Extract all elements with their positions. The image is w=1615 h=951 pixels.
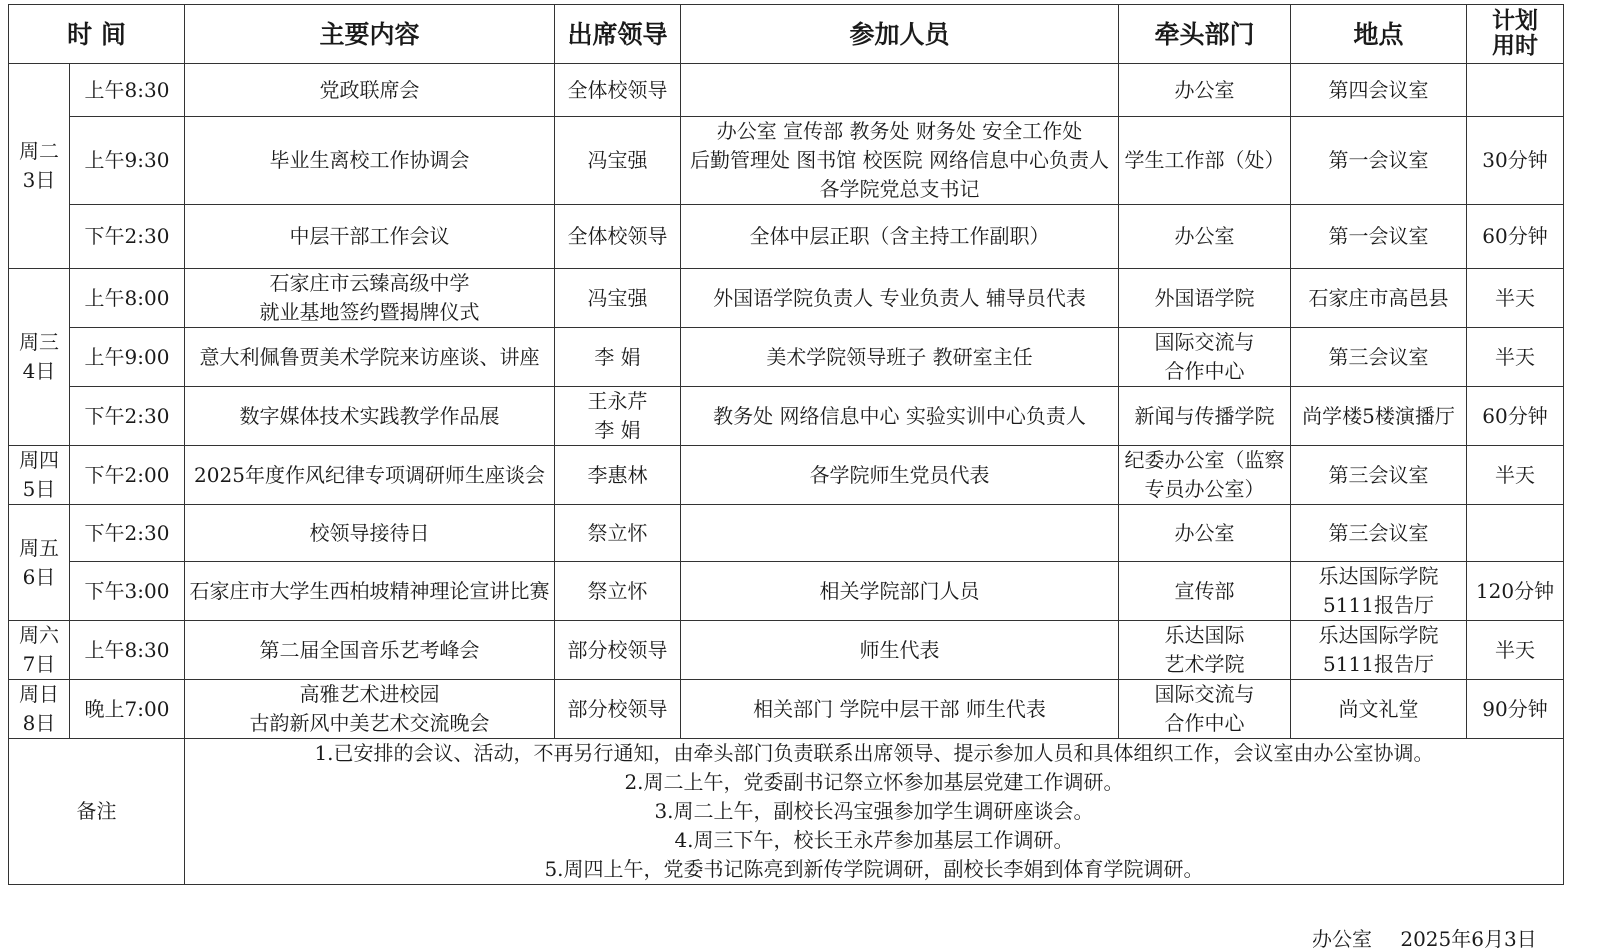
time-cell: 上午8:30	[70, 621, 185, 680]
day-label-line1: 周日	[19, 682, 59, 706]
header-row	[9, 5, 1564, 64]
duration-cell: 90分钟	[1467, 680, 1564, 739]
department-line: 外国语学院	[1154, 285, 1255, 310]
content-line: 就业基地签约暨揭牌仪式	[259, 300, 480, 324]
department-cell	[1119, 621, 1291, 680]
department-cell	[1119, 205, 1291, 269]
department-cell	[1119, 505, 1291, 562]
day-cell	[9, 269, 70, 446]
remark-item: 5.周四上午，党委书记陈亮到新传学院调研，副校长李娟到体育学院调研。	[544, 857, 1204, 881]
remarks-content	[185, 739, 1564, 885]
content-line: 高雅艺术进校园	[299, 682, 440, 706]
time-cell: 晚上7:00	[70, 680, 185, 739]
location-cell	[1291, 680, 1467, 739]
location-line: 5111报告厅	[1323, 652, 1434, 676]
leader-cell	[555, 680, 681, 739]
location-cell	[1291, 446, 1467, 505]
time-cell: 上午8:00	[70, 269, 185, 328]
day-label-line1: 周三	[19, 330, 59, 354]
location-cell	[1291, 621, 1467, 680]
leader-line: 全体校领导	[567, 77, 668, 102]
location-line: 尚文礼堂	[1338, 696, 1419, 721]
location-line: 第一会议室	[1328, 224, 1429, 248]
time-cell: 上午8:30	[70, 64, 185, 117]
participants-cell	[681, 387, 1119, 446]
participants-cell	[681, 562, 1119, 621]
location-line: 尚学楼5楼演播厅	[1302, 403, 1455, 428]
time-cell: 下午2:30	[70, 505, 185, 562]
leader-line: 部分校领导	[567, 637, 668, 662]
department-line: 乐达国际	[1164, 623, 1245, 647]
day-label-line1: 周二	[19, 139, 59, 163]
day-label-line2: 7日	[22, 652, 56, 676]
participants-line: 教务处 网络信息中心 实验实训中心负责人	[713, 403, 1086, 428]
duration-cell	[1467, 505, 1564, 562]
duration-cell: 半天	[1467, 621, 1564, 680]
location-cell	[1291, 387, 1467, 446]
day-cell	[9, 621, 70, 680]
leader-line: 王永芹	[587, 389, 648, 413]
table-row	[9, 680, 1564, 739]
header-location: 地点	[1291, 5, 1467, 64]
content-cell	[185, 562, 555, 621]
participants-line: 相关学院部门人员	[819, 578, 980, 603]
table-row	[9, 621, 1564, 680]
content-line: 2025年度作风纪律专项调研师生座谈会	[194, 462, 545, 487]
duration-cell: 半天	[1467, 446, 1564, 505]
department-cell	[1119, 387, 1291, 446]
participants-line: 相关部门 学院中层干部 师生代表	[753, 696, 1046, 721]
content-line: 毕业生离校工作协调会	[269, 148, 470, 172]
content-line: 校领导接待日	[309, 520, 430, 545]
department-cell	[1119, 117, 1291, 205]
leader-cell	[555, 328, 681, 387]
location-line: 第四会议室	[1328, 77, 1429, 102]
leader-cell	[555, 387, 681, 446]
duration-cell: 120分钟	[1467, 562, 1564, 621]
participants-cell	[681, 328, 1119, 387]
department-line: 合作中心	[1164, 359, 1245, 383]
content-cell	[185, 64, 555, 117]
leader-cell	[555, 117, 681, 205]
leader-cell	[555, 269, 681, 328]
leader-cell	[555, 64, 681, 117]
department-line: 办公室	[1174, 224, 1235, 248]
duration-cell	[1467, 64, 1564, 117]
day-cell	[9, 446, 70, 505]
content-line: 石家庄市云臻高级中学	[269, 271, 470, 295]
department-cell	[1119, 680, 1291, 739]
day-label-line2: 4日	[22, 359, 56, 383]
location-line: 第三会议室	[1328, 344, 1429, 369]
day-cell	[9, 64, 70, 269]
location-line: 5111报告厅	[1323, 593, 1434, 617]
participants-line: 各学院师生党员代表	[809, 462, 990, 487]
content-cell	[185, 505, 555, 562]
leader-cell	[555, 505, 681, 562]
duration-cell: 半天	[1467, 269, 1564, 328]
department-line: 宣传部	[1174, 578, 1235, 603]
department-cell	[1119, 64, 1291, 117]
day-label-line2: 3日	[22, 168, 56, 192]
header-time: 时 间	[9, 5, 185, 64]
participants-line: 后勤管理处 图书馆 校医院 网络信息中心负责人	[689, 148, 1110, 172]
header-department: 牵头部门	[1119, 5, 1291, 64]
location-line: 石家庄市高邑县	[1308, 285, 1449, 310]
content-line: 石家庄市大学生西柏坡精神理论宣讲比赛	[189, 578, 550, 603]
department-cell	[1119, 446, 1291, 505]
table-row	[9, 269, 1564, 328]
department-line: 艺术学院	[1164, 652, 1245, 676]
participants-cell	[681, 505, 1119, 562]
time-cell: 上午9:00	[70, 328, 185, 387]
department-cell	[1119, 328, 1291, 387]
participants-line: 办公室 宣传部 教务处 财务处 安全工作处	[716, 119, 1083, 143]
remark-item: 2.周二上午，党委副书记祭立怀参加基层党建工作调研。	[624, 770, 1124, 794]
participants-line: 全体中层正职（含主持工作副职）	[749, 224, 1050, 248]
content-cell	[185, 680, 555, 739]
leader-cell	[555, 562, 681, 621]
table-row	[9, 505, 1564, 562]
remark-item: 3.周二上午，副校长冯宝强参加学生调研座谈会。	[654, 799, 1094, 823]
participants-cell	[681, 621, 1119, 680]
schedule-table	[8, 4, 1564, 885]
participants-cell	[681, 205, 1119, 269]
footer-signature	[1312, 928, 1537, 951]
participants-line: 师生代表	[859, 637, 940, 662]
content-line: 古韵新风中美艺术交流晚会	[249, 711, 490, 735]
header-leader: 出席领导	[555, 5, 681, 64]
day-label-line2: 8日	[22, 711, 56, 735]
leader-cell	[555, 205, 681, 269]
location-cell	[1291, 117, 1467, 205]
content-cell	[185, 205, 555, 269]
department-line: 专员办公室）	[1144, 477, 1265, 501]
day-label-line2: 6日	[22, 564, 56, 589]
participants-line: 外国语学院负责人 专业负责人 辅导员代表	[713, 285, 1086, 310]
participants-cell	[681, 446, 1119, 505]
department-cell	[1119, 269, 1291, 328]
footer-date: 2025年6月3日	[1400, 927, 1537, 951]
location-cell	[1291, 64, 1467, 117]
leader-line: 祭立怀	[587, 578, 648, 603]
location-line: 乐达国际学院	[1318, 564, 1439, 588]
time-cell: 下午3:00	[70, 562, 185, 621]
leader-line: 冯宝强	[587, 285, 648, 310]
time-cell: 上午9:30	[70, 117, 185, 205]
footer-office: 办公室	[1312, 927, 1372, 951]
content-cell	[185, 117, 555, 205]
remark-item: 4.周三下午，校长王永芹参加基层工作调研。	[674, 828, 1074, 852]
table-row	[9, 328, 1564, 387]
department-line: 国际交流与	[1154, 682, 1255, 706]
content-cell	[185, 621, 555, 680]
header-participants: 参加人员	[681, 5, 1119, 64]
day-label-line1: 周六	[19, 623, 59, 647]
leader-cell	[555, 446, 681, 505]
department-line: 国际交流与	[1154, 330, 1255, 354]
content-line: 中层干部工作会议	[289, 224, 450, 248]
content-cell	[185, 269, 555, 328]
content-line: 第二届全国音乐艺考峰会	[259, 637, 480, 662]
leader-line: 李 娟	[594, 418, 641, 442]
department-line: 学生工作部（处）	[1124, 148, 1285, 172]
location-cell	[1291, 205, 1467, 269]
department-cell	[1119, 562, 1291, 621]
location-line: 第一会议室	[1328, 148, 1429, 172]
duration-cell: 半天	[1467, 328, 1564, 387]
header-content: 主要内容	[185, 5, 555, 64]
header-duration-line2: 用时	[1492, 33, 1538, 59]
remarks-label: 备注	[9, 739, 185, 885]
participants-line: 美术学院领导班子 教研室主任	[766, 344, 1033, 369]
table-row	[9, 387, 1564, 446]
leader-cell	[555, 621, 681, 680]
header-duration	[1467, 5, 1564, 64]
content-cell	[185, 446, 555, 505]
table-row	[9, 64, 1564, 117]
time-cell: 下午2:00	[70, 446, 185, 505]
location-line: 乐达国际学院	[1318, 623, 1439, 647]
day-label-line2: 5日	[22, 477, 56, 501]
participants-cell	[681, 64, 1119, 117]
duration-cell: 60分钟	[1467, 205, 1564, 269]
location-cell	[1291, 269, 1467, 328]
leader-line: 部分校领导	[567, 696, 668, 721]
table-row	[9, 446, 1564, 505]
header-duration-line1: 计划	[1492, 8, 1538, 34]
location-cell	[1291, 505, 1467, 562]
department-line: 办公室	[1174, 520, 1235, 545]
location-line: 第三会议室	[1328, 520, 1429, 545]
schedule-body	[9, 64, 1564, 885]
content-line: 党政联席会	[319, 77, 420, 102]
leader-line: 李惠林	[587, 462, 648, 487]
participants-cell	[681, 269, 1119, 328]
remarks-row	[9, 739, 1564, 885]
day-cell	[9, 680, 70, 739]
participants-cell	[681, 117, 1119, 205]
table-row	[9, 117, 1564, 205]
time-cell: 下午2:30	[70, 205, 185, 269]
day-cell	[9, 505, 70, 621]
table-row	[9, 562, 1564, 621]
leader-line: 祭立怀	[587, 520, 648, 545]
leader-line: 全体校领导	[567, 224, 668, 248]
leader-line: 李 娟	[594, 344, 641, 369]
time-cell: 下午2:30	[70, 387, 185, 446]
department-line: 新闻与传播学院	[1134, 403, 1275, 428]
department-line: 纪委办公室（监察	[1124, 448, 1285, 472]
table-row	[9, 205, 1564, 269]
content-cell	[185, 328, 555, 387]
department-line: 合作中心	[1164, 711, 1245, 735]
participants-cell	[681, 680, 1119, 739]
content-cell	[185, 387, 555, 446]
day-label-line1: 周四	[19, 448, 59, 472]
department-line: 办公室	[1174, 77, 1235, 102]
participants-line: 各学院党总支书记	[819, 177, 980, 201]
leader-line: 冯宝强	[587, 148, 648, 172]
location-line: 第三会议室	[1328, 462, 1429, 487]
day-label-line1: 周五	[19, 535, 59, 560]
location-cell	[1291, 328, 1467, 387]
content-line: 意大利佩鲁贾美术学院来访座谈、讲座	[199, 344, 540, 369]
location-cell	[1291, 562, 1467, 621]
duration-cell: 30分钟	[1467, 117, 1564, 205]
content-line: 数字媒体技术实践教学作品展	[239, 403, 500, 428]
duration-cell: 60分钟	[1467, 387, 1564, 446]
remark-item: 1.已安排的会议、活动，不再另行通知，由牵头部门负责联系出席领导、提示参加人员和具体组织工作，会议室由办公室协调。	[314, 741, 1434, 765]
